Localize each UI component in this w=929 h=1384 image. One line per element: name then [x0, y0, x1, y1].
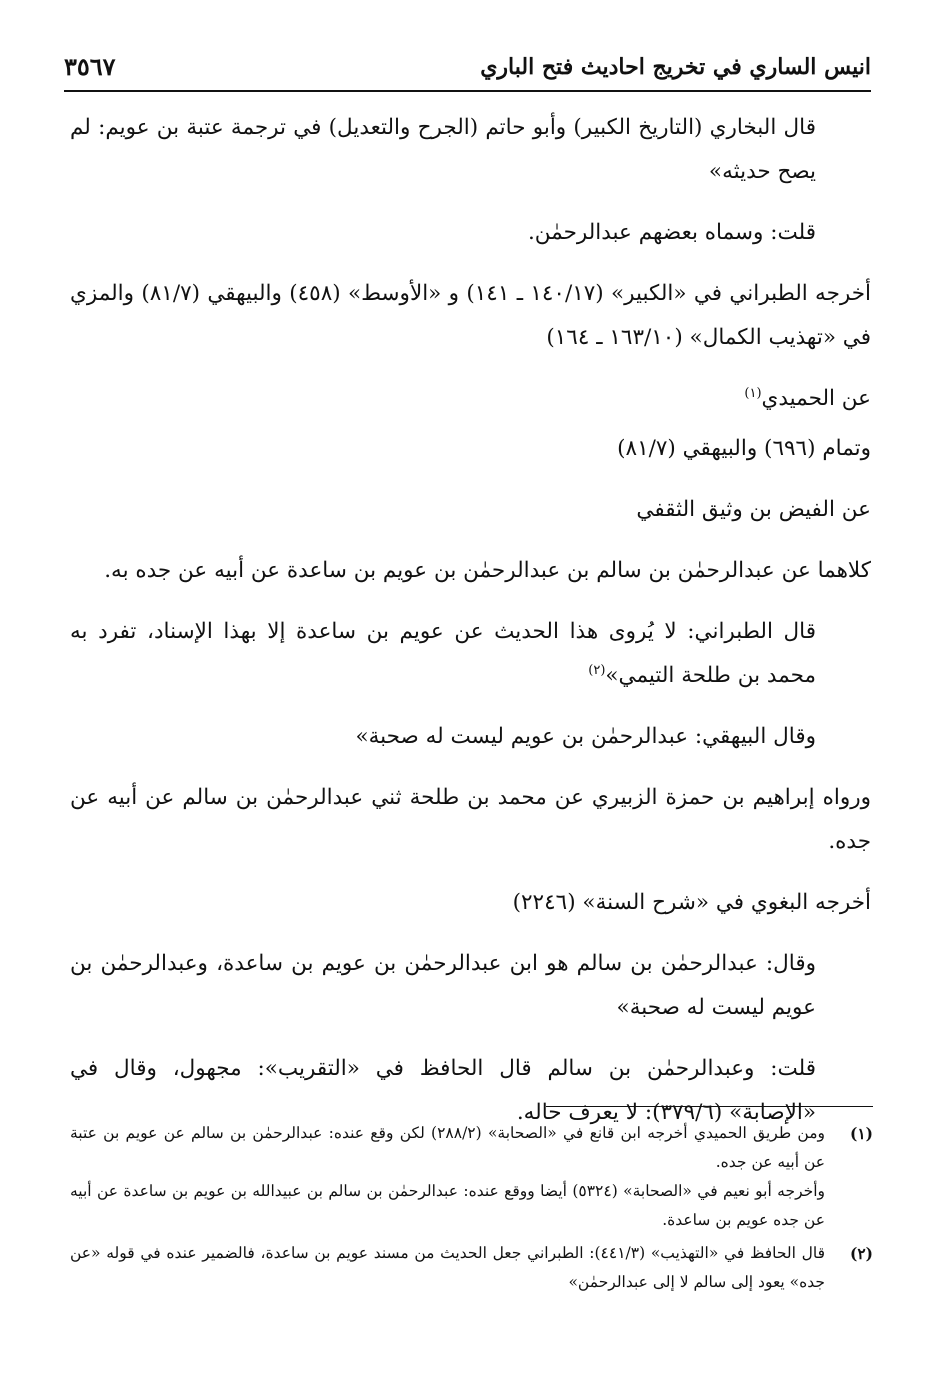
paragraph: عن الفيض بن وثيق الثقفي — [636, 497, 871, 522]
footnote-text: وأخرجه أبو نعيم في «الصحابة» (٥٣٢٤) أيضا ووقع عنده: عبدالرحمٰن بن سالم بن عبيدالله بن عويم بن ساعدة عن أبيه عن جده عويم بن ساعدة. — [70, 1182, 825, 1229]
paragraph-text: قال الطبراني: لا يُروى هذا الحديث عن عويم بن ساعدة إلا بهذا الإسناد، تفرد به محمد بن طلحة التيمي» — [70, 619, 816, 688]
footnote-body — [70, 1119, 825, 1235]
paragraph-with-footnote-ref — [70, 377, 871, 421]
paragraph-with-footnote-ref — [70, 610, 871, 698]
paragraph: أخرجه البغوي في «شرح السنة» (٢٢٤٦) — [512, 890, 871, 915]
footnote-ref-1[interactable]: (١) — [744, 385, 762, 401]
paragraph: قال البخاري (التاريخ الكبير) وأبو حاتم (الجرح والتعديل) في ترجمة عتبة بن عويم: لم يصح حديثه» — [70, 115, 816, 184]
footnote-number: (٢) — [849, 1244, 873, 1263]
main-text — [70, 106, 871, 1152]
page-header — [64, 46, 871, 86]
paragraph: ورواه إبراهيم بن حمزة الزبيري عن محمد بن طلحة ثني عبدالرحمٰن بن سالم عن أبيه عن جده. — [70, 785, 871, 854]
paragraph: كلاهما عن عبدالرحمٰن بن سالم بن عبدالرحمٰن بن عويم بن ساعدة عن أبيه عن جده به. — [104, 558, 871, 583]
footnote-body — [70, 1239, 825, 1297]
footnotes — [70, 1119, 873, 1301]
footnote-2 — [70, 1239, 873, 1297]
paragraph-text: عن الحميدي — [761, 386, 871, 411]
paragraph: وتمام (٦٩٦) والبيهقي (٨١/٧) — [617, 436, 871, 461]
footnote-separator — [546, 1106, 873, 1107]
footnote-text: ومن طريق الحميدي أخرجه ابن قانع في «الصحابة» (٢٨٨/٢) لكن وقع عنده: عبدالرحمٰن بن سالم عن عويم بن عتبة عن أبيه عن جده. — [70, 1124, 825, 1171]
paragraph: أخرجه الطبراني في «الكبير» (١٤٠/١٧ ـ ١٤١) و «الأوسط» (٤٥٨) والبيهقي (٨١/٧) والمزي في «تهذيب الكمال» (١٦٣/١٠ ـ ١٦٤) — [70, 281, 872, 350]
paragraph: قلت: وعبدالرحمٰن بن سالم قال الحافظ في «التقريب»: مجهول، وقال في «الإصابة» (٣٧٩/٦): لا يعرف حاله. — [70, 1056, 816, 1125]
footnote-number: (١) — [849, 1124, 873, 1143]
footnote-1 — [70, 1119, 873, 1235]
running-title: انيس الساري في تخريج احاديث فتح الباري — [480, 54, 871, 80]
footnote-ref-2[interactable]: (٢) — [588, 662, 606, 678]
paragraph: وقال: عبدالرحمٰن بن سالم هو ابن عبدالرحمٰن بن عويم بن ساعدة، وعبدالرحمٰن بن عويم ليست له صحبة» — [70, 951, 816, 1020]
paragraph: وقال البيهقي: عبدالرحمٰن بن عويم ليست له صحبة» — [355, 724, 816, 749]
paragraph: قلت: وسماه بعضهم عبدالرحمٰن. — [527, 220, 816, 245]
footnote-text: قال الحافظ في «التهذيب» (٤٤١/٣): الطبراني جعل الحديث من مسند عويم بن ساعدة، فالضمير عنده في قوله «عن جده» يعود إلى سالم لا إلى عبدالرحمٰن» — [70, 1244, 825, 1291]
page-number: ٣٥٦٧ — [64, 52, 116, 81]
header-rule — [64, 90, 871, 92]
